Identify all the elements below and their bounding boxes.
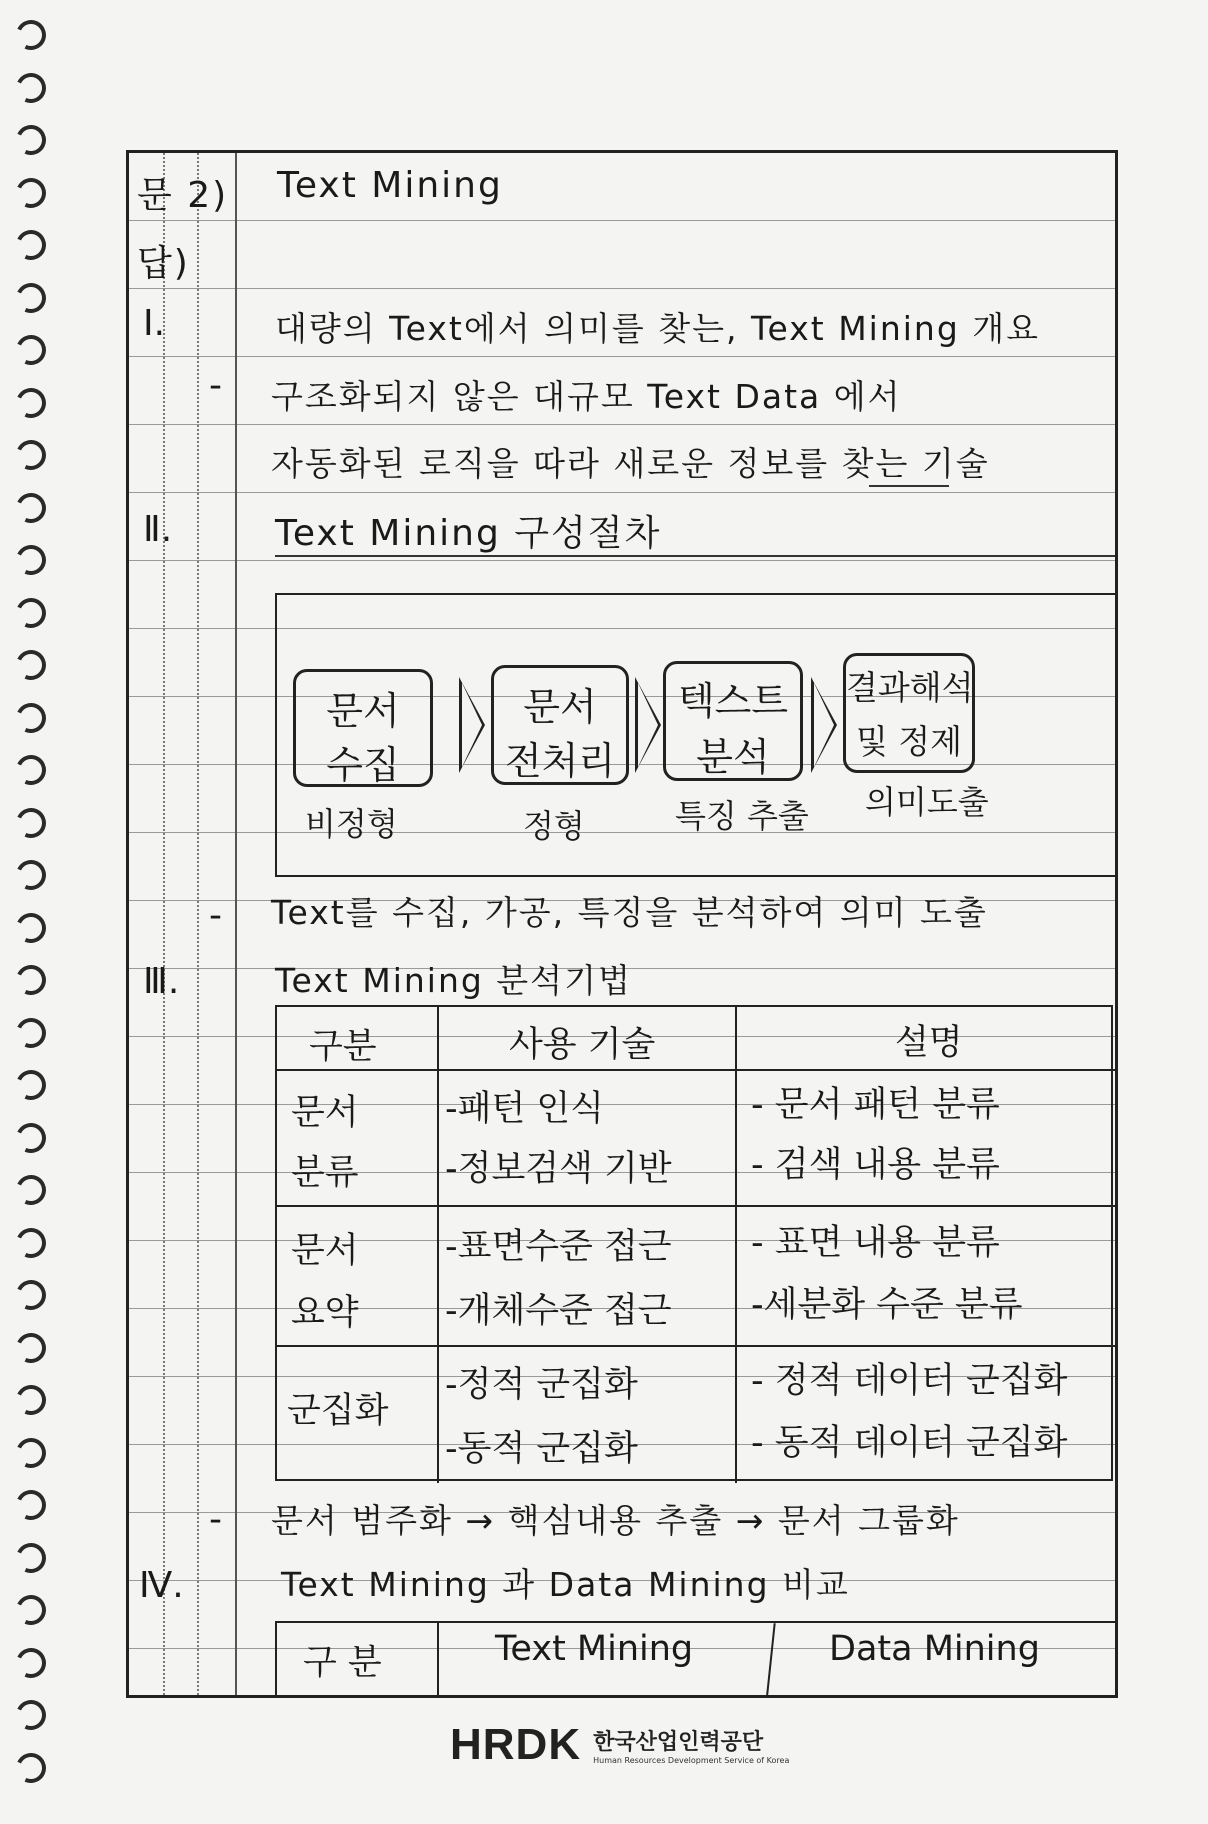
section-number: Ⅲ. xyxy=(143,961,180,1002)
section-number: Ⅳ. xyxy=(139,1565,184,1606)
step-text: 및 정제 xyxy=(855,722,963,761)
table-cell: - 검색 내용 분류 xyxy=(751,1145,1000,1185)
bullet-dash: - xyxy=(209,1499,222,1540)
table-col-line xyxy=(437,1623,439,1698)
step-label: 정형 xyxy=(523,807,585,845)
table-cell: - 표면 내용 분류 xyxy=(751,1223,1000,1263)
table-category: 분류 xyxy=(291,1153,359,1193)
spiral-ring xyxy=(12,646,50,684)
process-step xyxy=(293,669,433,787)
step-text: 전처리 xyxy=(504,739,616,783)
table-cell: -동적 군집화 xyxy=(445,1429,638,1469)
table-cell: -정보검색 기반 xyxy=(445,1149,672,1189)
comparison-table xyxy=(275,1621,1117,1698)
section-number: Ⅰ. xyxy=(143,303,166,344)
table-header: 구분 xyxy=(309,1027,377,1067)
table-col-line xyxy=(735,1007,737,1483)
question-label: 문 2) xyxy=(137,175,229,216)
overview-line: 구조화되지 않은 대규모 Text Data 에서 xyxy=(271,377,902,416)
table-cell: -개체수준 접근 xyxy=(445,1291,672,1331)
table-header: Text Mining xyxy=(495,1629,694,1669)
step-text: 수집 xyxy=(326,743,400,787)
table-row-line xyxy=(277,1069,1115,1071)
step-text: 결과해석 xyxy=(846,668,974,707)
step-text: 분석 xyxy=(696,735,770,779)
spiral-binding xyxy=(10,20,50,1810)
spiral-ring xyxy=(12,856,50,894)
spiral-ring xyxy=(12,278,50,316)
table-header: Data Mining xyxy=(829,1629,1040,1669)
spiral-ring xyxy=(12,436,50,474)
footer-logo xyxy=(450,1720,789,1770)
spiral-ring xyxy=(12,16,50,54)
grid-column-line xyxy=(197,153,199,1695)
process-step xyxy=(491,665,629,785)
step-text: 문서 xyxy=(326,689,400,733)
spiral-ring xyxy=(12,698,50,736)
spiral-ring xyxy=(12,541,50,579)
overview-line: 자동화된 로직을 따라 새로운 정보를 찾는 기술 xyxy=(271,444,990,483)
margin-line xyxy=(235,153,237,1695)
section-title: Text Mining 과 Data Mining 비교 xyxy=(281,1565,850,1604)
section-title: Text Mining 구성절차 xyxy=(275,513,662,554)
org-name-en: Human Resources Development Service of Korea xyxy=(593,1756,790,1765)
spiral-ring xyxy=(12,1223,50,1261)
spiral-ring xyxy=(12,173,50,211)
table-header: 사용 기술 xyxy=(509,1025,656,1065)
table-cell: -표면수준 접근 xyxy=(445,1227,672,1267)
answer-sheet xyxy=(126,150,1118,1698)
table-cell: - 문서 패턴 분류 xyxy=(751,1085,1000,1125)
spiral-ring xyxy=(12,1276,50,1314)
table-header: 설명 xyxy=(895,1023,963,1063)
table-cell: -정적 군집화 xyxy=(445,1365,638,1405)
spiral-ring xyxy=(12,1066,50,1104)
section-title: 대량의 Text에서 의미를 찾는, Text Mining 개요 xyxy=(275,309,1041,348)
divider xyxy=(275,555,1118,557)
spiral-ring xyxy=(12,1013,50,1051)
process-step xyxy=(663,661,803,781)
table-cell: -패턴 인식 xyxy=(445,1089,604,1129)
spiral-ring xyxy=(12,1696,50,1734)
spiral-ring xyxy=(12,68,50,106)
spiral-ring xyxy=(12,1748,50,1786)
step-text: 텍스트 xyxy=(677,679,789,723)
spiral-ring xyxy=(12,1171,50,1209)
table-cell: - 정적 데이터 군집화 xyxy=(751,1361,1068,1401)
spiral-ring xyxy=(12,1591,50,1629)
step-label: 비정형 xyxy=(305,805,398,843)
process-arrow-icon xyxy=(635,677,661,773)
spiral-ring xyxy=(12,1486,50,1524)
table-category: 문서 xyxy=(291,1093,359,1133)
spiral-ring xyxy=(12,331,50,369)
spiral-ring xyxy=(12,1643,50,1681)
spiral-ring xyxy=(12,383,50,421)
process-diagram xyxy=(275,593,1118,877)
answer-label: 답) xyxy=(137,243,190,284)
spiral-ring xyxy=(12,1538,50,1576)
spiral-ring xyxy=(12,1433,50,1471)
underline xyxy=(869,485,949,487)
step-label: 특징 추출 xyxy=(675,797,809,835)
spiral-ring xyxy=(12,121,50,159)
table-cell: -세분화 수준 분류 xyxy=(751,1285,1023,1325)
table-header: 구 분 xyxy=(303,1643,382,1683)
spiral-ring xyxy=(12,961,50,999)
spiral-ring xyxy=(12,1118,50,1156)
grid-column-line xyxy=(163,153,165,1695)
spiral-ring xyxy=(12,803,50,841)
table-row-line xyxy=(277,1205,1115,1207)
table-category: 문서 xyxy=(291,1231,359,1271)
techniques-table xyxy=(275,1005,1113,1481)
step-text: 문서 xyxy=(523,685,597,729)
flow-summary: 문서 범주화 → 핵심내용 추출 → 문서 그룹화 xyxy=(271,1501,960,1540)
spiral-ring xyxy=(12,1381,50,1419)
table-cell: - 동적 데이터 군집화 xyxy=(751,1423,1068,1463)
hrdk-logo: HRDK xyxy=(450,1720,582,1769)
spiral-ring xyxy=(12,488,50,526)
spiral-ring xyxy=(12,1328,50,1366)
question-title: Text Mining xyxy=(277,165,503,206)
table-row-line xyxy=(277,1345,1115,1347)
table-category: 요약 xyxy=(291,1293,359,1333)
process-step xyxy=(843,653,975,773)
bullet-dash: - xyxy=(209,365,222,406)
table-col-line xyxy=(437,1007,439,1483)
org-name-ko: 한국산업인력공단 xyxy=(593,1730,764,1755)
spiral-ring xyxy=(12,593,50,631)
spiral-ring xyxy=(12,751,50,789)
section-number: Ⅱ. xyxy=(143,509,173,550)
bullet-dash: - xyxy=(209,895,222,936)
table-category: 군집화 xyxy=(287,1391,389,1431)
section-title: Text Mining 분석기법 xyxy=(275,961,632,1000)
spiral-ring xyxy=(12,226,50,264)
table-col-line xyxy=(764,1623,775,1698)
process-arrow-icon xyxy=(459,677,485,773)
process-arrow-icon xyxy=(811,677,837,773)
step-label: 의미도출 xyxy=(865,783,989,821)
spiral-ring xyxy=(12,908,50,946)
process-summary: Text를 수집, 가공, 특징을 분석하여 의미 도출 xyxy=(271,893,988,932)
